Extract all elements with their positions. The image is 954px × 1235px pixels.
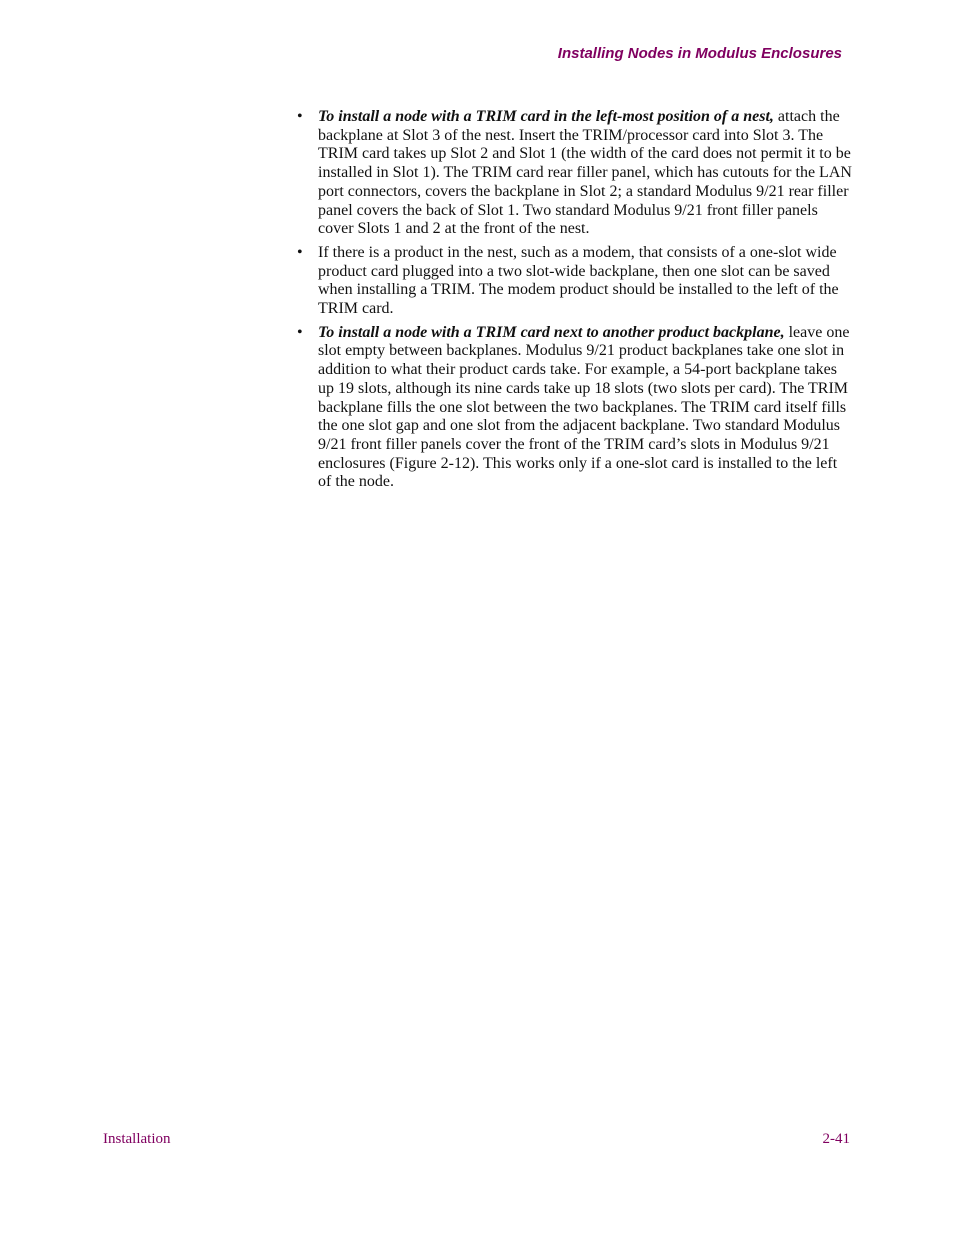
bullet-body-text: If there is a product in the nest, such as a modem, that consists of a one-slot wide product card plugged into a two slot-wide backplane, then one slot can be saved when installing a TRIM. The modem product should be installed to the left of the TRIM card.: [318, 243, 839, 318]
list-item: [296, 324, 852, 492]
bullet-lead-text: To install a node with a TRIM card next to another product backplane,: [318, 323, 785, 341]
list-item: [296, 108, 852, 239]
footer-page-number: 2-41: [822, 1131, 850, 1147]
bullet-list: [296, 108, 852, 497]
bullet-body-text: attach the backplane at Slot 3 of the nest. Insert the TRIM/processor card into Slot 3. The TRIM card takes up Slot 2 and Slot 1 (the width of the card does not permit it to be installed in Slot 1). The TRIM card rear filler panel, which has cutouts for the LAN port connectors, covers the backplane in Slot 2; a standard Modulus 9/21 rear filler panel covers the back of Slot 1. Two standard Modulus 9/21 front filler panels cover Slots 1 and 2 at the front of the nest.: [318, 108, 852, 238]
bullet-mark: •: [297, 243, 303, 261]
bullet-body-text: leave one slot empty between backplanes. Modulus 9/21 product backplanes take one slot in addition to what their product cards take. For example, a 54-port backplane takes up 19 slots, although its nine cards take up 18 slots (two slots per card). The TRIM backplane fills the one slot between the two backplanes. The TRIM card itself fills the one slot gap and one slot from the adjacent backplane. Two standard Modulus 9/21 front filler panels cover the front of the TRIM card’s slots in Modulus 9/21 enclosures (Figure 2-12). This works only if a one-slot card is installed to the left of the node.: [318, 323, 850, 491]
bullet-lead-text: To install a node with a TRIM card in the left-most position of a nest,: [318, 108, 774, 125]
list-item: [296, 244, 852, 319]
footer-chapter: Installation: [103, 1131, 171, 1147]
bullet-mark: •: [297, 108, 303, 125]
running-header: Installing Nodes in Modulus Enclosures: [557, 45, 842, 62]
bullet-mark: •: [297, 323, 303, 341]
